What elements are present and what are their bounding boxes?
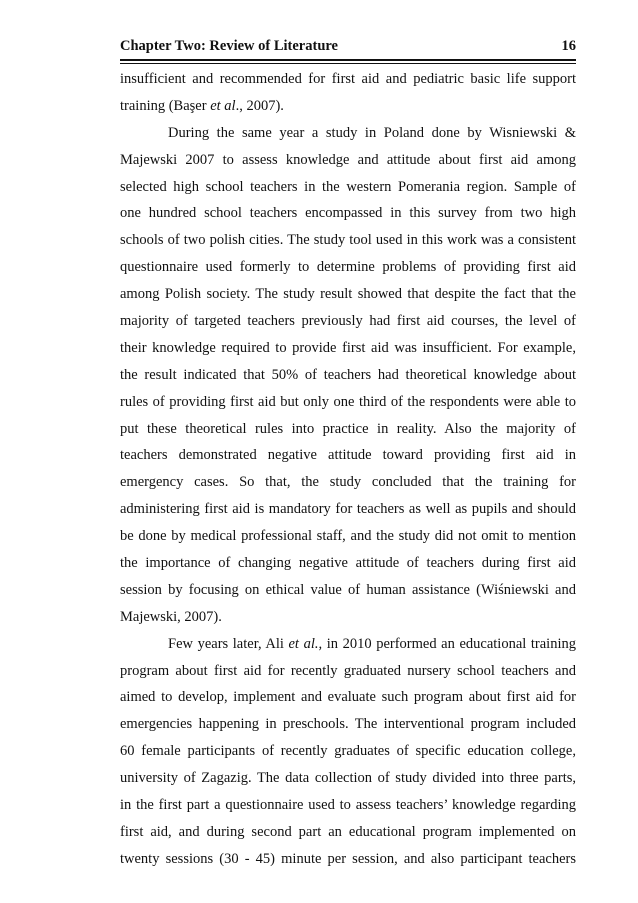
text-span: session by focusing on ethical value of human assistance (Wiśniewski and bbox=[120, 581, 576, 598]
text-line bbox=[120, 147, 576, 174]
text-span: the importance of changing negative attitude of teachers during first aid bbox=[120, 555, 576, 572]
text-span: program about first aid for recently graduated nursery school teachers and bbox=[120, 662, 576, 679]
text-line bbox=[120, 174, 576, 201]
text-line bbox=[120, 658, 576, 685]
text-line bbox=[120, 200, 576, 227]
text-line bbox=[120, 416, 576, 443]
body-text bbox=[120, 66, 576, 873]
text-line bbox=[120, 120, 576, 147]
text-span: ., 2007). bbox=[235, 97, 284, 114]
running-header bbox=[120, 38, 576, 58]
header-rule-thin bbox=[120, 63, 576, 64]
text-line bbox=[120, 496, 576, 523]
text-line bbox=[120, 819, 576, 846]
text-span: first aid, and during second part an educational program implemented on bbox=[120, 823, 576, 840]
text-span: majority of targeted teachers previously had first aid courses, the level of bbox=[120, 313, 576, 330]
text-span: emergencies happening in preschools. The interventional program included bbox=[120, 716, 576, 733]
text-span: questionnaire used formerly to determine problems of providing first aid bbox=[120, 259, 576, 276]
text-span: university of Zagazig. The data collection of study divided into three parts, bbox=[120, 770, 576, 787]
header-rule-thick bbox=[120, 59, 576, 61]
text-line bbox=[120, 281, 576, 308]
text-line bbox=[120, 550, 576, 577]
text-span: During the same year a study in Poland done by Wisniewski & bbox=[168, 124, 576, 141]
text-span: emergency cases. So that, the study concluded that the training for bbox=[120, 474, 576, 491]
text-span: Few years later, Ali bbox=[168, 635, 289, 652]
text-line bbox=[120, 335, 576, 362]
text-line bbox=[120, 93, 576, 120]
text-span: one hundred school teachers encompassed in this survey from two high bbox=[120, 205, 576, 222]
text-span: rules of providing first aid but only one third of the respondents were able to bbox=[120, 393, 576, 410]
text-line bbox=[120, 469, 576, 496]
text-span: aimed to develop, implement and evaluate such program about first aid for bbox=[120, 689, 576, 706]
text-span: training (Başer bbox=[120, 97, 211, 114]
text-line bbox=[120, 577, 576, 604]
text-span: their knowledge required to provide first aid was insufficient. For example, bbox=[120, 339, 576, 356]
text-line bbox=[120, 308, 576, 335]
text-span: Majewski, 2007). bbox=[120, 608, 222, 625]
text-line bbox=[120, 711, 576, 738]
text-span: insufficient and recommended for first aid and pediatric basic life support bbox=[120, 71, 576, 87]
text-line bbox=[120, 738, 576, 765]
text-span: twenty sessions (30 - 45) minute per session, and also participant teachers bbox=[120, 850, 576, 867]
text-line bbox=[120, 604, 576, 631]
text-span: teachers demonstrated negative attitude toward providing first aid in bbox=[120, 447, 576, 464]
text-line bbox=[120, 442, 576, 469]
chapter-title: Chapter Two: Review of Literature bbox=[120, 38, 338, 54]
text-line bbox=[120, 227, 576, 254]
text-line bbox=[120, 631, 576, 658]
text-span: the result indicated that 50% of teachers had theoretical knowledge about bbox=[120, 366, 576, 383]
text-span: be done by medical professional staff, and the study did not omit to mention bbox=[120, 528, 576, 545]
text-span: selected high school teachers in the western Pomerania region. Sample of bbox=[120, 178, 576, 195]
text-span: among Polish society. The study result showed that despite the fact that the bbox=[120, 286, 576, 303]
text-span: administering first aid is mandatory for teachers as well as pupils and should bbox=[120, 501, 576, 518]
text-line bbox=[120, 792, 576, 819]
italic-text: et al bbox=[210, 97, 236, 114]
text-line bbox=[120, 765, 576, 792]
page-number: 16 bbox=[561, 38, 576, 54]
text-line bbox=[120, 66, 576, 93]
text-line bbox=[120, 254, 576, 281]
text-span: Majewski 2007 to assess knowledge and attitude about first aid among bbox=[120, 151, 576, 168]
text-line bbox=[120, 389, 576, 416]
italic-text: et al., bbox=[288, 635, 323, 652]
text-line bbox=[120, 684, 576, 711]
text-span: in the first part a questionnaire used to assess teachers’ knowledge regarding bbox=[120, 797, 576, 814]
text-span: schools of two polish cities. The study tool used in this work was a consistent bbox=[120, 232, 576, 249]
text-line bbox=[120, 362, 576, 389]
text-span: put these theoretical rules into practice in reality. Also the majority of bbox=[120, 420, 576, 437]
text-line bbox=[120, 846, 576, 873]
text-line bbox=[120, 523, 576, 550]
text-span: 60 female participants of recently graduates of specific education college, bbox=[120, 743, 576, 760]
text-span: in 2010 performed an educational training bbox=[322, 635, 576, 652]
